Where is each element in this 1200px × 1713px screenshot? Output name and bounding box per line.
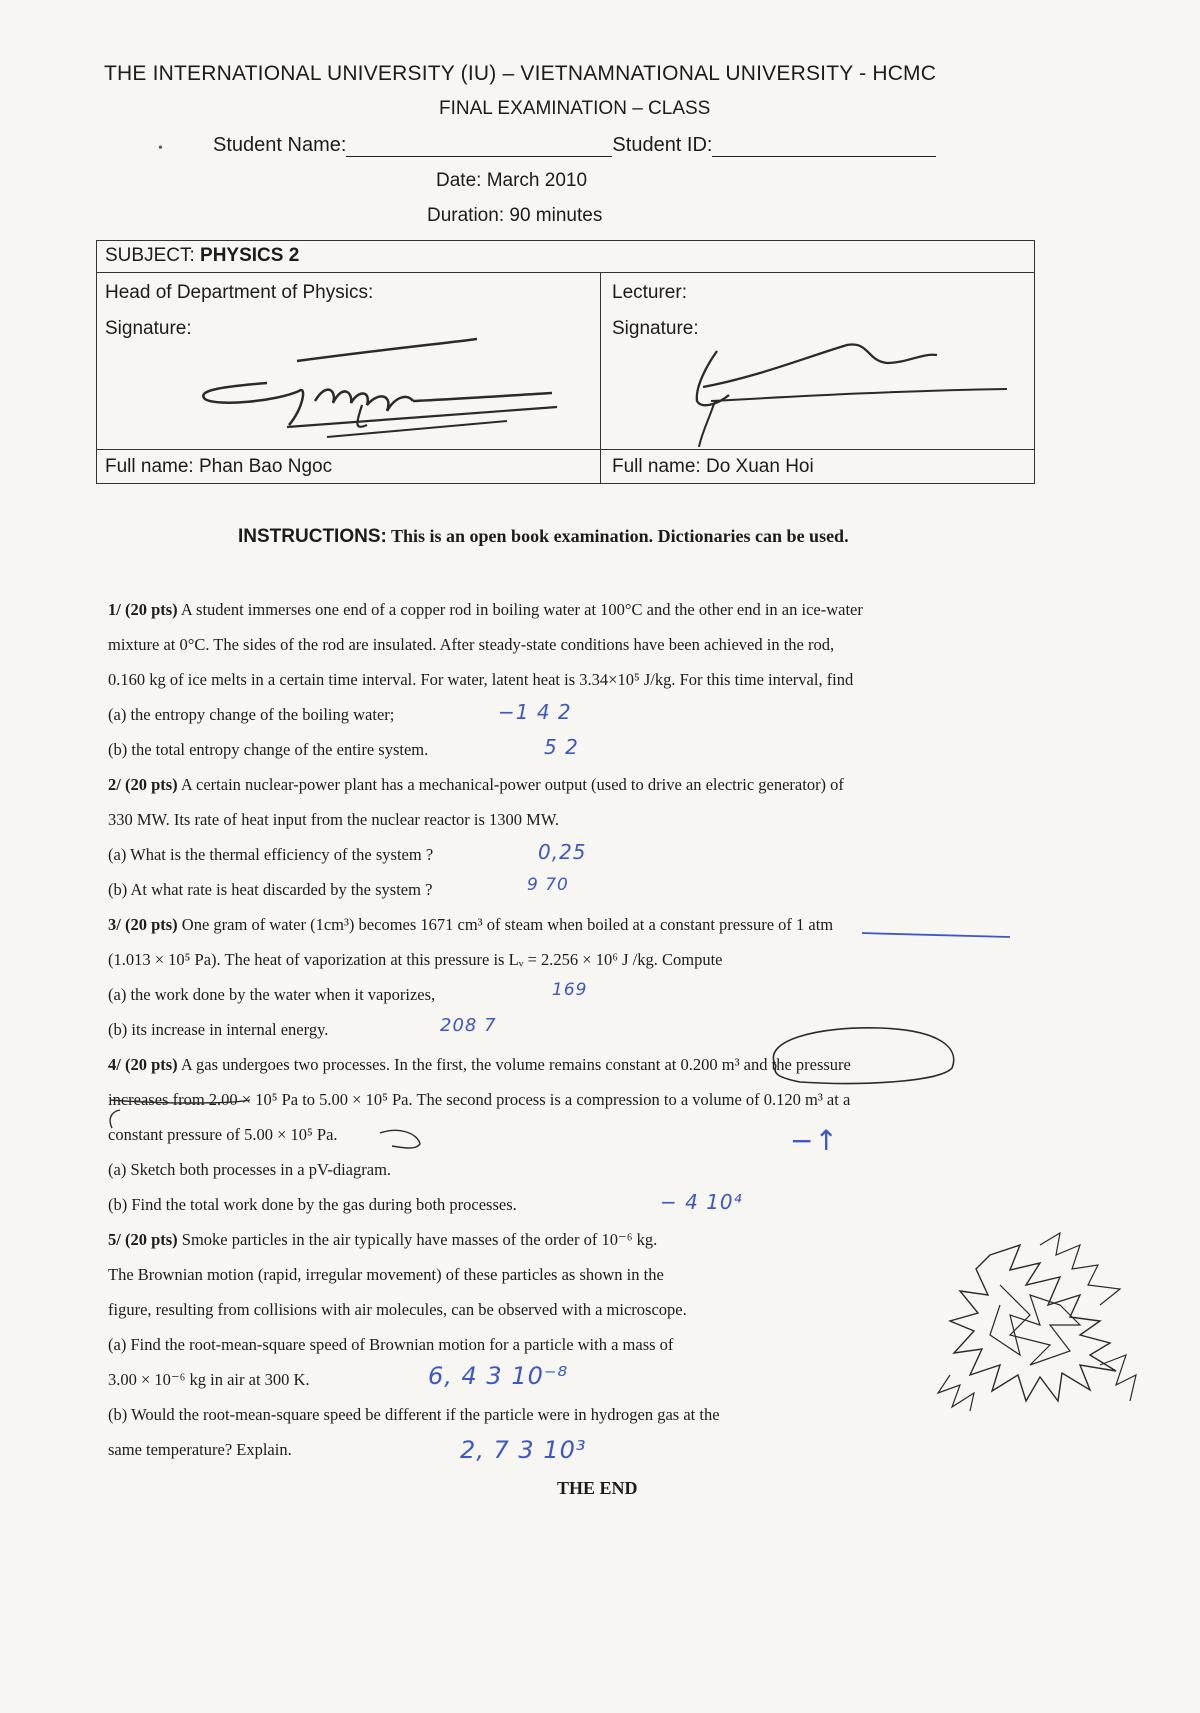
question-line: (b) Find the total work done by the gas during both processes. — [108, 1195, 517, 1214]
student-name-label: Student Name: — [213, 134, 347, 156]
handwritten-answer-1b: 5 2 — [544, 735, 579, 759]
underline-increases — [110, 1100, 250, 1103]
handwritten-mark-4: −↑ — [790, 1124, 839, 1157]
bullet-mark: • — [158, 141, 163, 156]
handwritten-answer-4b: − 4 10⁴ — [660, 1190, 743, 1214]
the-end: THE END — [557, 1478, 638, 1498]
question-line: (a) the work done by the water when it vaporizes, — [108, 985, 436, 1004]
handwritten-answer-1a: −1 4 2 — [498, 700, 572, 724]
circle-annotation — [773, 1028, 953, 1084]
brownian-motion-figure — [930, 1225, 1150, 1415]
university-title: THE INTERNATIONAL UNIVERSITY (IU) – VIETNAMNATIONAL UNIVERSITY - HCMC — [104, 62, 937, 85]
exam-date: Date: March 2010 — [436, 170, 588, 191]
question-text: A certain nuclear-power plant has a mechanical-power output (used to drive an electric generator) of — [177, 775, 844, 794]
signature-label-left: Signature: — [105, 318, 192, 339]
exam-duration: Duration: 90 minutes — [427, 205, 603, 226]
question-points: 1/ (20 pts) — [108, 600, 178, 619]
signature-label-right: Signature: — [612, 318, 699, 339]
question-line: 0.160 kg of ice melts in a certain time interval. For water, latent heat is 3.34×10⁵ J/kg. For this time interval, find — [108, 670, 854, 689]
handwritten-answer-2a: 0,25 — [538, 840, 587, 864]
question-points: 3/ (20 pts) — [108, 915, 178, 934]
question-line: increases from 2.00 × 10⁵ Pa to 5.00 × 10⁵ Pa. The second process is a compression to a volume of 0.120 m³ at a — [108, 1090, 851, 1109]
lecturer-full-name: Full name: Do Xuan Hoi — [612, 456, 814, 477]
question-points: 4/ (20 pts) — [108, 1055, 178, 1074]
bracket-annotation — [110, 1110, 120, 1128]
subject-value: PHYSICS 2 — [200, 245, 300, 266]
question-text: One gram of water (1cm³) becomes 1671 cm³ of steam when boiled at a constant pressure of 1 atm — [177, 915, 834, 934]
question-line: same temperature? Explain. — [108, 1440, 292, 1459]
handwritten-answer-2b: 9 70 — [527, 875, 569, 895]
question-line: (b) the total entropy change of the entire system. — [108, 740, 429, 759]
question-points: 5/ (20 pts) — [108, 1230, 178, 1249]
head-full-name: Full name: Phan Bao Ngoc — [105, 456, 333, 477]
question-points: 2/ (20 pts) — [108, 775, 178, 794]
subject-label: SUBJECT: — [105, 245, 201, 266]
question-line: (a) Sketch both processes in a pV-diagram. — [108, 1160, 392, 1179]
question-line: 3.00 × 10⁻⁶ kg in air at 300 K. — [108, 1370, 310, 1389]
question-line: (b) its increase in internal energy. — [108, 1020, 329, 1039]
question-line: (b) Would the root-mean-square speed be different if the particle were in hydrogen gas at the — [108, 1405, 720, 1424]
question-line: (a) the entropy change of the boiling water; — [108, 705, 395, 724]
handwritten-answer-3b: 208 7 — [440, 1015, 497, 1036]
question-line: (a) Find the root-mean-square speed of Brownian motion for a particle with a mass of — [108, 1335, 674, 1354]
handwritten-answer-3a: 169 — [552, 980, 588, 1000]
head-of-department-label: Head of Department of Physics: — [105, 282, 374, 303]
instructions-text: This is an open book examination. Dictionaries can be used. — [386, 526, 849, 546]
question-line: (b) At what rate is heat discarded by the system ? — [108, 880, 433, 899]
question-text: A gas undergoes two processes. In the first, the volume remains constant at 0.200 m³ and the pressure — [177, 1055, 851, 1074]
student-id-label: Student ID: — [612, 134, 713, 156]
question-line: The Brownian motion (rapid, irregular movement) of these particles as shown in the — [108, 1265, 664, 1284]
exam-title: FINAL EXAMINATION – CLASS — [439, 98, 711, 119]
question-line: figure, resulting from collisions with air molecules, can be observed with a microscope. — [108, 1300, 687, 1319]
instructions-label: INSTRUCTIONS: — [238, 526, 387, 547]
question-line: mixture at 0°C. The sides of the rod are insulated. After steady-state conditions have been achieved in the rod, — [108, 635, 835, 654]
question-line: (1.013 × 10⁵ Pa). The heat of vaporization at this pressure is Lᵥ = 2.256 × 10⁶ J /kg. Compute — [108, 950, 723, 969]
question-line: (a) What is the thermal efficiency of the system ? — [108, 845, 434, 864]
question-text: Smoke particles in the air typically have masses of the order of 10⁻⁶ kg. — [177, 1230, 658, 1249]
lecturer-label: Lecturer: — [612, 282, 687, 303]
question-line: constant pressure of 5.00 × 10⁵ Pa. — [108, 1125, 338, 1144]
circle-annotation-tail — [380, 1130, 420, 1148]
question-text: A student immerses one end of a copper rod in boiling water at 100°C and the other end in an ice-water — [177, 600, 863, 619]
handwritten-answer-5a: 6, 4 3 10⁻⁸ — [428, 1362, 569, 1390]
underline-constant-pressure — [862, 933, 1010, 937]
question-line: 330 MW. Its rate of heat input from the nuclear reactor is 1300 MW. — [108, 810, 560, 829]
handwritten-answer-5b: 2, 7 3 10³ — [460, 1436, 587, 1464]
